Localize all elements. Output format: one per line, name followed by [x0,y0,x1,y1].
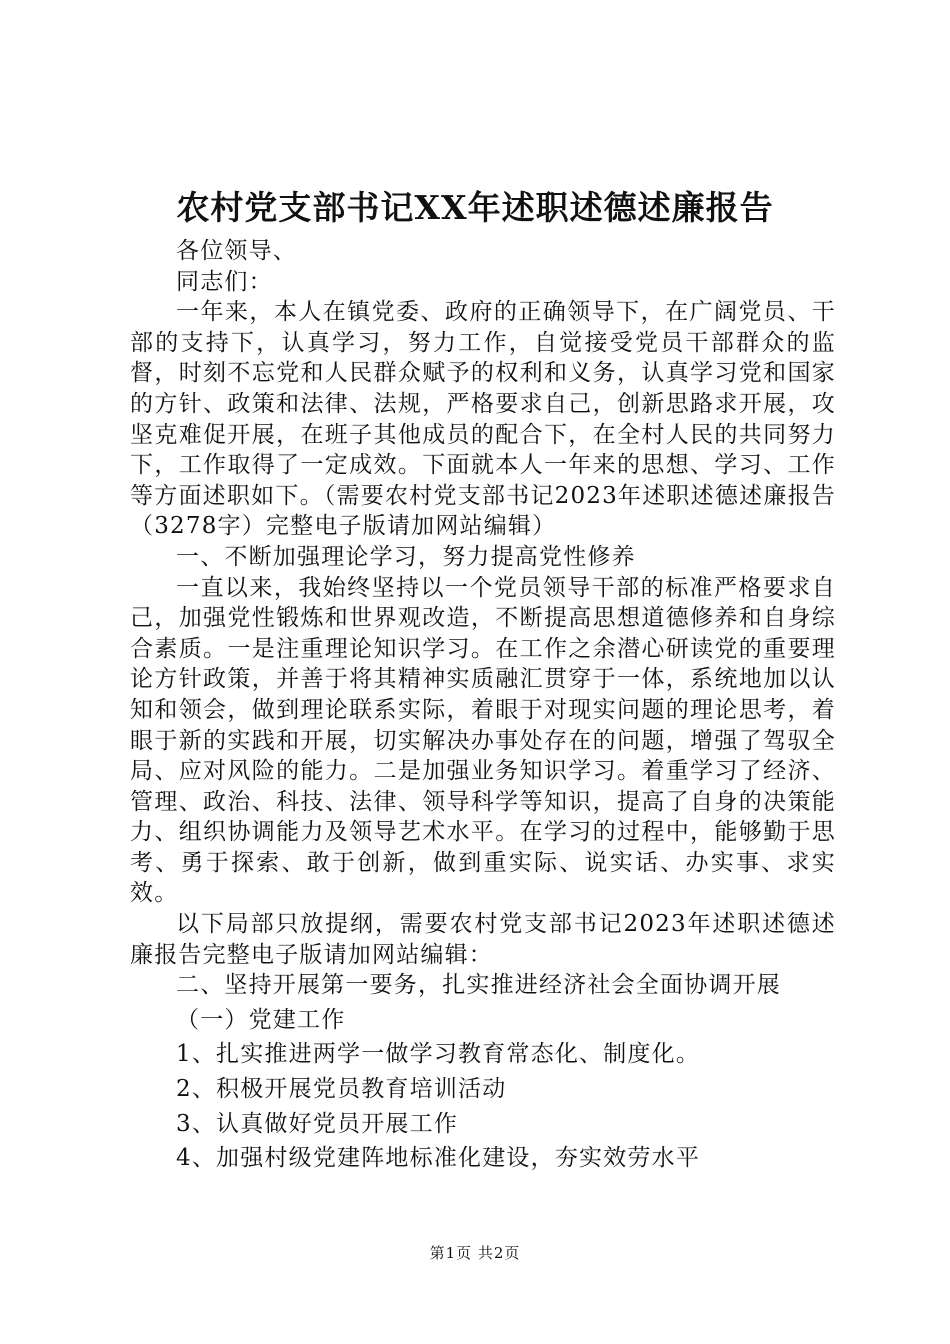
list-item: 3、认真做好党员开展工作 [176,1110,459,1137]
salutation-line: 同志们： [176,268,273,295]
section-heading: 二、坚持开展第一要务，扎实推进经济社会全面协调开展 [176,972,781,999]
body-paragraph: 一直以来，我始终坚持以一个党员领导干部的标准严格要求自己，加强党性锻炼和世界观改造，不断提高思想道德修养和自身综合素质。一是注重理论知识学习。在工作之余潜心研读党的重要理论方针政策，并善于将其精神实质融汇贯穿于一体，系统地加以认知和领会，做到理论联系实际，着眼于对现实问题的理论思考，着眼于新的实践和开展，切实解决办事处存在的问题，增强了驾驭全局、应对风险的能力。二是加强业务知识学习。着重学习了经济、管理、政治、科技、法律、领导科学等知识，提高了自身的决策能力、组织协调能力及领导艺术水平。在学习的过程中，能够勤于思考、勇于探索、敢于创新，做到重实际、说实话、办实事、求实效。 [130,574,836,907]
intro-paragraph: 一年来，本人在镇党委、政府的正确领导下，在广阔党员、干部的支持下，认真学习，努力工作，自觉接受党员干部群众的监督，时刻不忘党和人民群众赋予的权利和义务，认真学习党和国家的方针、政策和法律、法规，严格要求自己，创新思路求开展，攻坚克难促开展，在班子其他成员的配合下，在全村人民的共同努力下，工作取得了一定成效。下面就本人一年来的思想、学习、工作等方面述职如下。（需要农村党支部书记2023年述职述德述廉报告（3278字）完整电子版请加网站编辑） [130,299,836,540]
list-item: 2、积极开展党员教育培训活动 [176,1076,507,1103]
document-title: 农村党支部书记XX年述职述德述廉报告 [176,188,774,227]
list-item: 1、扎实推进两学一做学习教育常态化、制度化。 [176,1041,701,1068]
list-item: 4、加强村级党建阵地标准化建设，夯实效劳水平 [176,1145,701,1172]
page-number: 第1页 共2页 [429,1244,521,1262]
document-body [130,236,836,1178]
notice-paragraph: 以下局部只放提纲，需要农村党支部书记2023年述职述德述廉报告完整电子版请加网站编辑： [130,911,836,968]
salutation-line: 各位领导、 [176,238,297,264]
subsection-heading: （一）党建工作 [176,1006,346,1033]
section-heading: 一、不断加强理论学习，努力提高党性修养 [176,543,636,570]
